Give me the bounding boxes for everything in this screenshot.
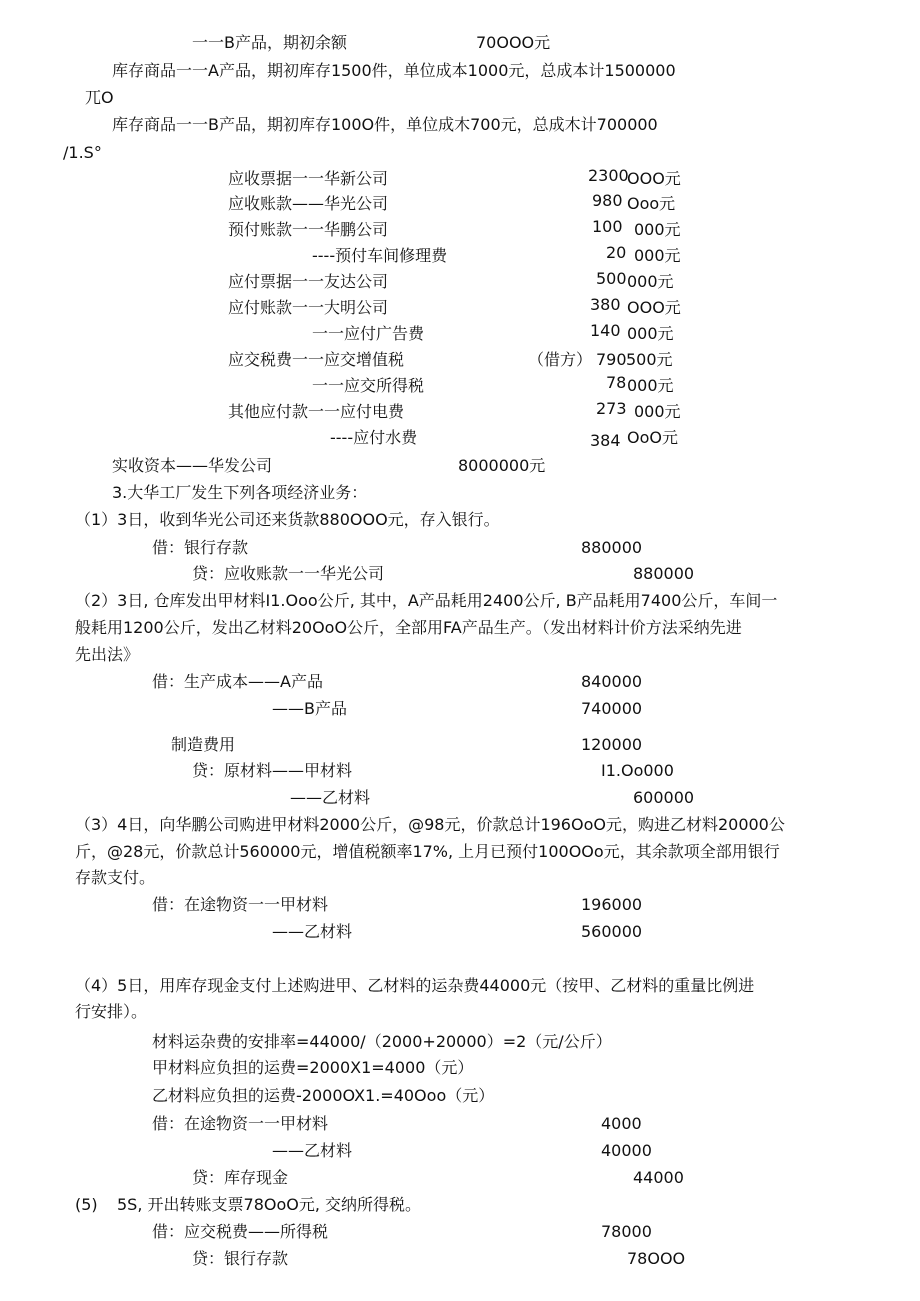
entry-amount: 120000 [581, 735, 643, 754]
paid-in-capital-label: 实收资本——华发公司 [112, 456, 273, 475]
balance-num: 100 [592, 217, 623, 236]
transaction-description: 先出法》 [75, 645, 140, 664]
entry-account: 借：在途物资一一甲材料 [152, 1114, 329, 1133]
balance-unit: 000元 [634, 220, 681, 239]
entry-account: ——乙材料 [272, 922, 353, 941]
transaction-description: 般耗用1200公斤，发出乙材料20OoO公斤，全部用FA产品生产。（发出材料计价方法采纳先进 [75, 618, 742, 637]
balance-unit: 000元 [634, 246, 681, 265]
transaction-description: 存款支付。 [75, 868, 156, 887]
entry-account: 借：银行存款 [152, 538, 249, 557]
balance-num: 380 [590, 295, 621, 314]
b-product-opening-label: 一一B产品，期初余额 [192, 33, 347, 52]
entry-amount: 44000 [633, 1168, 684, 1187]
transaction-description: （2）3日, 仓库发出甲材料I1.Ooo公斤, 其中，A产品耗用2400公斤, B产品耗用7400公斤，车间一 [75, 591, 778, 610]
balance-label: 应付账款一一大明公司 [228, 298, 389, 317]
entry-amount: 196000 [581, 895, 643, 914]
entry-amount: 78000 [601, 1222, 652, 1241]
balance-num: 500 [596, 269, 627, 288]
entry-account: 贷：银行存款 [192, 1249, 289, 1268]
entry-account: 借：在途物资一一甲材料 [152, 895, 329, 914]
transaction-description: （1）3日，收到华光公司还来货款880OOO元，存入银行。 [75, 510, 500, 529]
entry-amount: I1.Oo000 [601, 761, 674, 780]
balance-label: 应收票据一一华新公司 [228, 169, 389, 188]
balance-unit: 500元 [626, 350, 673, 369]
entry-amount: 4000 [601, 1114, 642, 1133]
paid-in-capital-amount: 8000000元 [458, 456, 546, 475]
entry-account: 制造费用 [171, 735, 236, 754]
entry-account: 贷：应收账款一一华光公司 [192, 564, 385, 583]
balance-unit: 000元 [627, 376, 674, 395]
balance-num: 273 [596, 399, 627, 418]
calculation-line: 乙材料应负担的运费-2000OX1.=40Ooo（元） [152, 1086, 495, 1105]
balance-label: 应付票据一一友达公司 [228, 272, 389, 291]
balance-label: 一一应付广告费 [312, 324, 425, 343]
section-title: 3.大华工厂发生下列各项经济业务： [112, 483, 368, 502]
transaction-description: 斤，@28元，价款总计560000元，增值税额率17%, 上月已预付100OOo元，其余款项全部用银行 [75, 842, 780, 861]
balance-label: 应收账款——华光公司 [228, 194, 389, 213]
calculation-line: 材料运杂费的安排率=44000/（2000+20000）=2（元/公斤） [152, 1032, 612, 1051]
transaction-description: 5S, 开出转账支票78OoO元, 交纳所得税。 [117, 1195, 422, 1214]
entry-account: 贷：库存现金 [192, 1168, 289, 1187]
transaction-description: 行安排）。 [75, 1002, 148, 1021]
calculation-line: 甲材料应负担的运费=2000X1=4000（元） [152, 1058, 474, 1077]
balance-num: 78 [606, 373, 627, 392]
entry-account: 借：生产成本——A产品 [152, 672, 323, 691]
transaction-number: (5) [75, 1195, 98, 1214]
transaction-description: （3）4日，向华鹏公司购进甲材料2000公斤，@98元，价款总计196OoO元，购进乙材料20000公 [75, 815, 785, 834]
entry-amount: 840000 [581, 672, 643, 691]
balance-unit: OOO元 [627, 169, 681, 188]
entry-account: ——乙材料 [290, 788, 371, 807]
balance-num: 980 [592, 191, 623, 210]
balance-num: 2300 [588, 166, 629, 185]
balance-num: 384 [590, 431, 621, 450]
entry-amount: 600000 [633, 788, 695, 807]
stock-a-tail: 兀O [85, 88, 114, 107]
balance-label: 应交税费一一应交增值税 [228, 350, 405, 369]
transaction-description: （4）5日，用库存现金支付上述购进甲、乙材料的运杂费44000元（按甲、乙材料的重量比例进 [75, 976, 755, 995]
entry-amount: 880000 [633, 564, 695, 583]
b-product-opening-amount: 70OOO元 [476, 33, 551, 52]
balance-unit: Ooo元 [627, 194, 676, 213]
balance-num: 790 [596, 350, 627, 369]
entry-amount: 78OOO [627, 1249, 686, 1268]
balance-label: ----预付车间修理费 [312, 246, 448, 265]
entry-amount: 40000 [601, 1141, 652, 1160]
entry-account: 借：应交税费——所得税 [152, 1222, 329, 1241]
balance-label: 一一应交所得税 [312, 376, 425, 395]
balance-num: 20 [606, 243, 627, 262]
entry-amount: 880000 [581, 538, 643, 557]
balance-unit: OoO元 [627, 428, 678, 447]
stock-a-line: 库存商品一一A产品，期初库存1500件，单位成本1000元，总成本计1500000 [112, 61, 676, 80]
balance-unit: OOO元 [627, 298, 681, 317]
entry-account: ——B产品 [272, 699, 347, 718]
balance-label: 其他应付款一一应付电费 [228, 402, 405, 421]
balance-unit: 000元 [627, 324, 674, 343]
entry-account: ——乙材料 [272, 1141, 353, 1160]
balance-num: 140 [590, 321, 621, 340]
entry-account: 贷：原材料——甲材料 [192, 761, 353, 780]
balance-unit: 000元 [634, 402, 681, 421]
stock-b-line: 库存商品一一B产品，期初库存100O件，单位成木700元，总成木计700000 [112, 115, 658, 134]
balance-unit: 000元 [627, 272, 674, 291]
balance-note: （借方） [528, 350, 593, 369]
entry-amount: 560000 [581, 922, 643, 941]
stock-b-tail: /1.S° [63, 143, 102, 162]
balance-label: ----应付水费 [330, 428, 418, 447]
entry-amount: 740000 [581, 699, 643, 718]
balance-label: 预付账款一一华鹏公司 [228, 220, 389, 239]
